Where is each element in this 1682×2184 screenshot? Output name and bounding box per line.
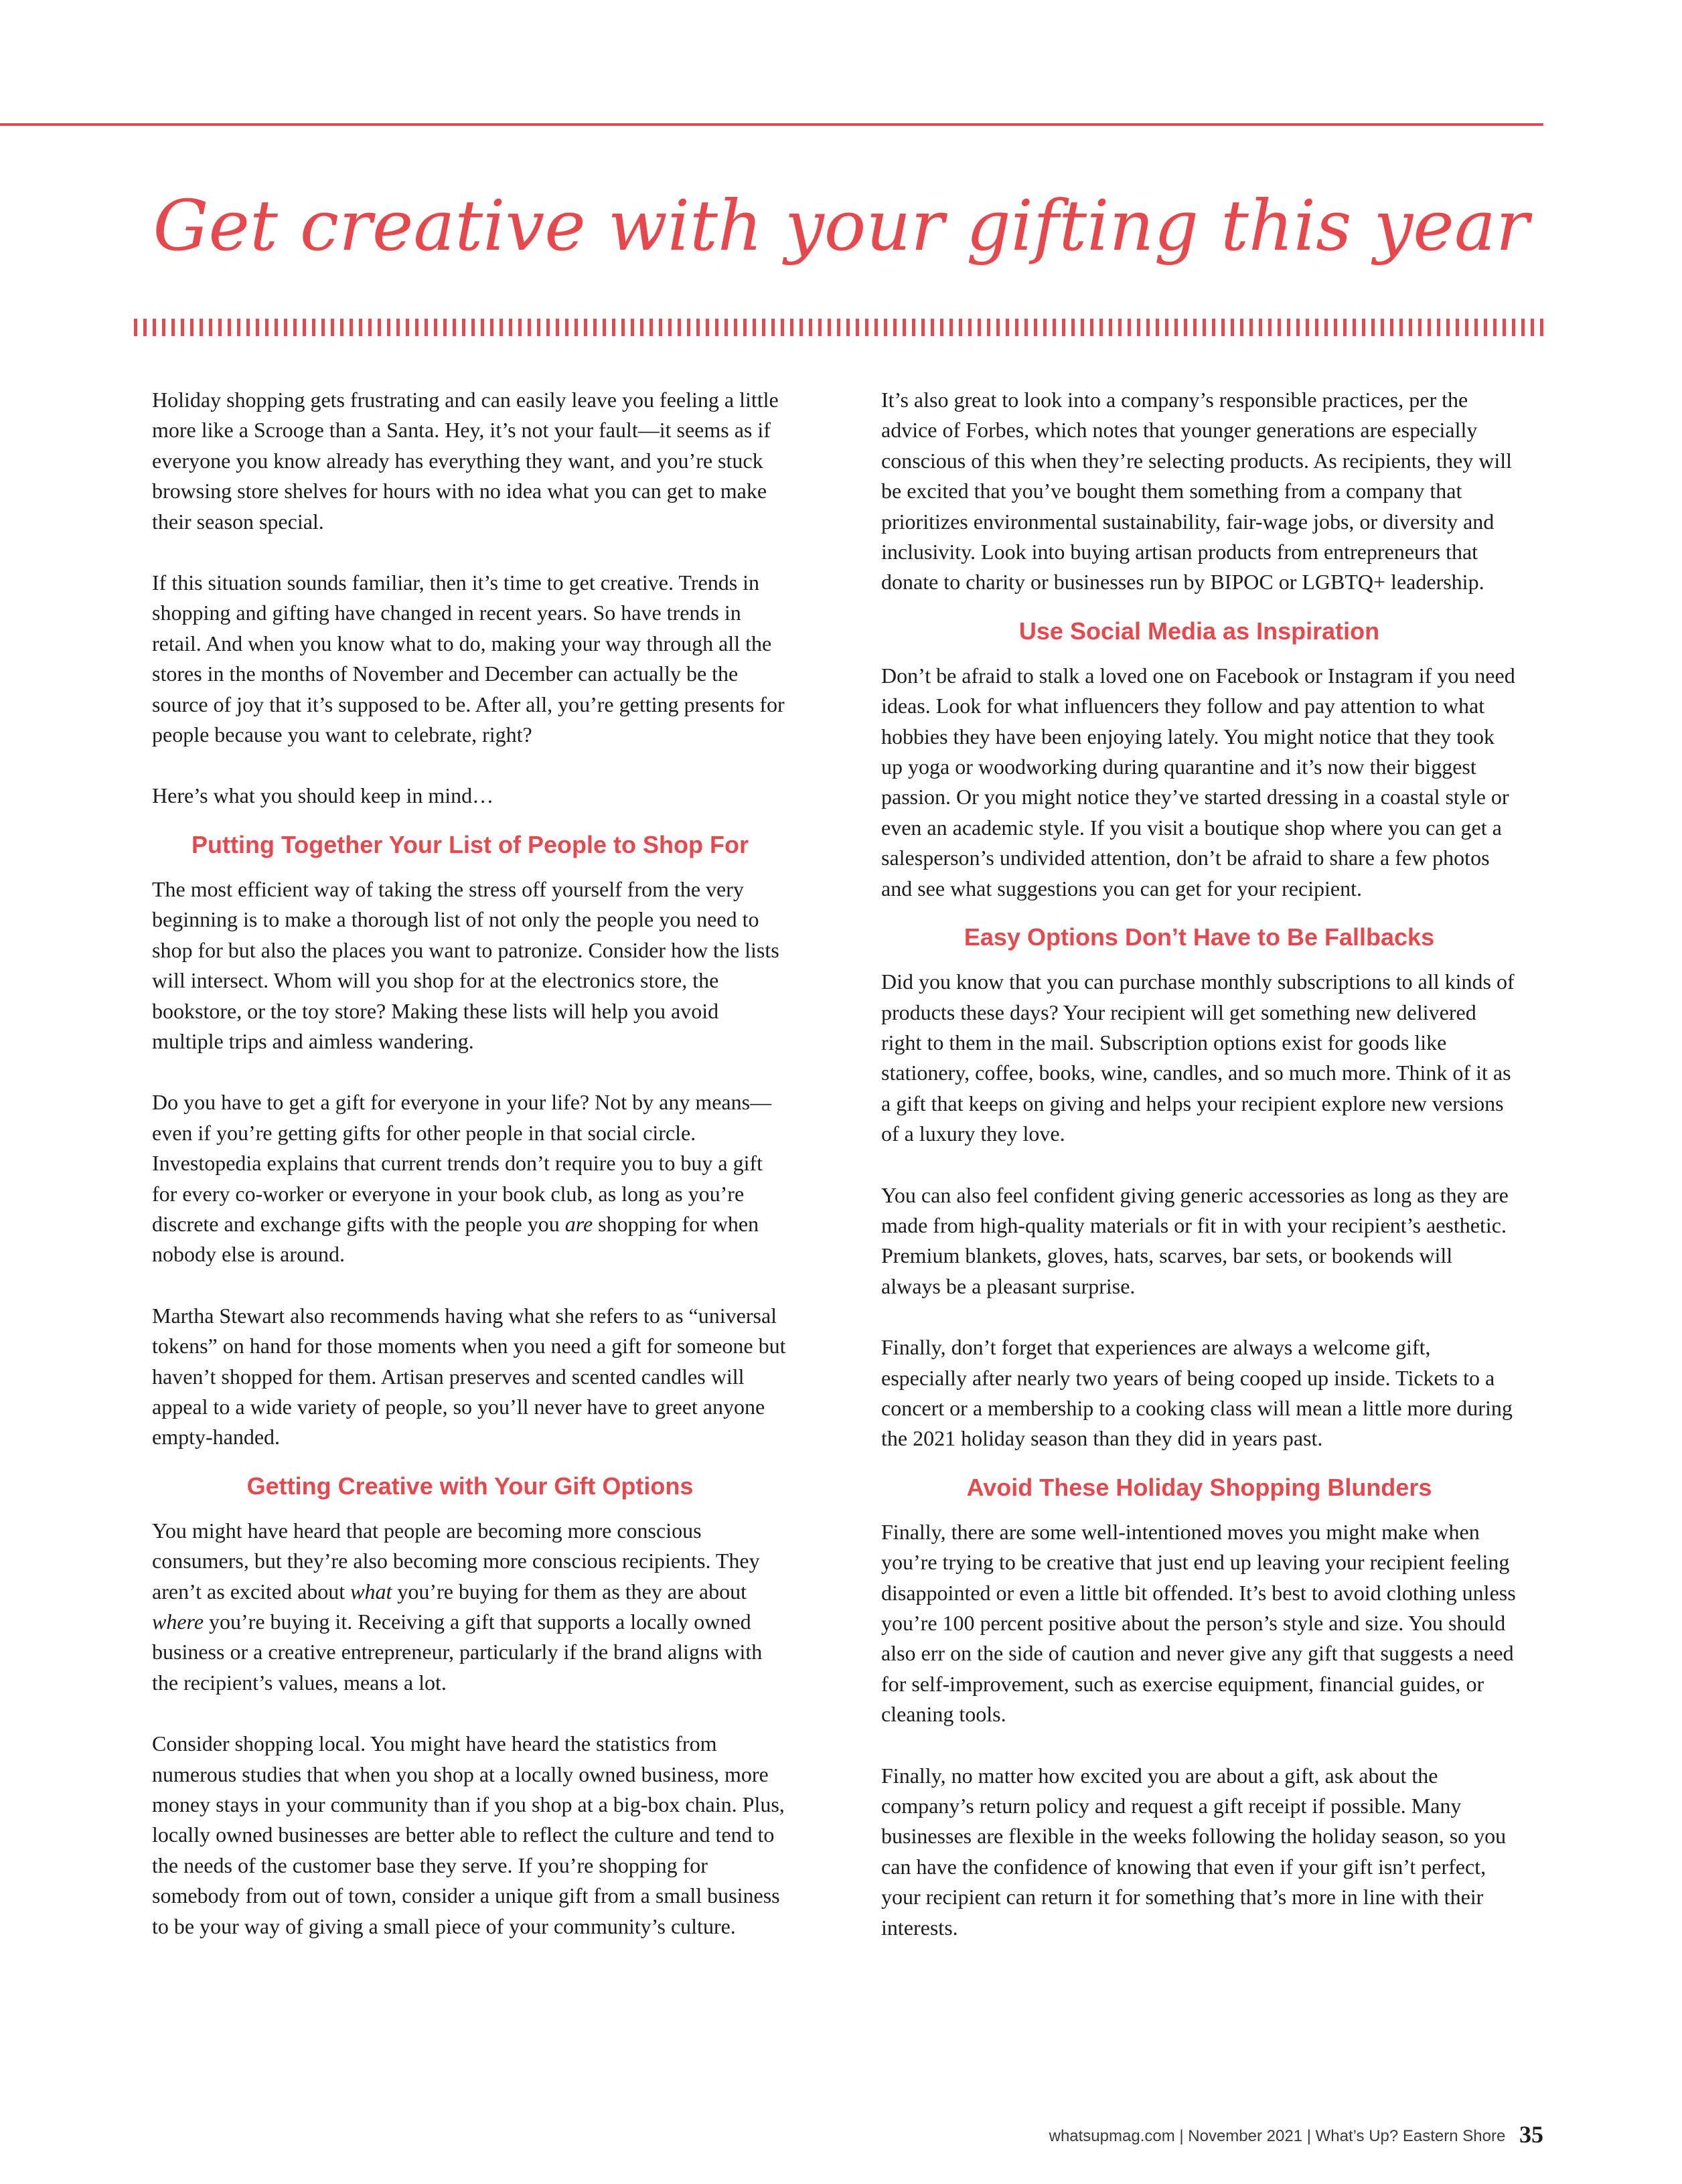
footer-site: whatsupmag.com — [1049, 2127, 1175, 2145]
paragraph: The most efficient way of taking the stress off yourself from the very beginning is to make a thorough list of not only the people you need to shop for but also the places you want to patronize. Consider how the lists will intersect. Whom will you shop for at the electronics store, the bookstore, or the toy store? Making these lists will help you avoid multiple trips and aimless wandering. — [152, 876, 779, 1053]
paragraph: Do you have to get a gift for everyone in your life? Not by any means—even if you’re getting gifts for other people in that social circle. Investopedia explains that current trends don’t require you to buy a gift for every co-worker or everyone in your book club, as long as you’re discrete and exchange gifts with the people you are shopping for when nobody else is around. — [152, 1090, 772, 1267]
footer-publication: What’s Up? Eastern Shore — [1315, 2127, 1506, 2145]
paragraph: Don’t be afraid to stalk a loved one on Facebook or Instagram if you need ideas. Look for what influencers they follow and pay attention to what hobbies they have been enjoying lately. You might notice that they took up yoga or woodworking during quarantine and it’s now their biggest passion. Or you might notice they’ve started dressing in a coastal style or even an academic style. If you visit a boutique shop where you can get a salesperson’s undivided attention, don’t be afraid to share a few photos and see what suggestions you can get for your recipient. — [881, 663, 1515, 901]
page-number: 35 — [1519, 2121, 1543, 2148]
article-title: Get creative with your gifting this year — [153, 185, 1529, 266]
right-column — [881, 385, 1517, 1974]
paragraph: You might have heard that people are becoming more conscious consumers, but they’re also becoming more conscious recipients. They aren’t as excited about what you’re buying for them as they are about where you’re buying it. Receiving a gift that supports a locally owned business or a creative entrepreneur, particularly if the brand aligns with the recipient’s values, means a lot. — [152, 1518, 763, 1695]
section-heading: Getting Creative with Your Gift Options — [246, 1472, 694, 1500]
paragraph: Martha Stewart also recommends having what she refers to as “universal tokens” on hand for those moments when you need a gift for someone but haven’t shopped for them. Artisan preserves and scented candles will appeal to a wide variety of people, so you’ll never have to greet anyone empty-handed. — [152, 1303, 786, 1450]
top-rule — [0, 123, 1543, 126]
paragraph: Finally, don’t forget that experiences are always a welcome gift, especially after nearly two years of being cooped up inside. Tickets to a concert or a membership to a cooking class will mean a little more during the 2021 holiday season than they did in years past. — [881, 1335, 1513, 1451]
section-heading: Easy Options Don’t Have to Be Fallbacks — [964, 923, 1435, 951]
left-column — [152, 385, 788, 1972]
section-heading: Putting Together Your List of People to Shop For — [192, 830, 749, 858]
paragraph: If this situation sounds familiar, then it’s time to get creative. Trends in shopping and gifting have changed in recent years. So have trends in retail. And when you know what to do, making your way through all the stores in the months of November and December can actually be the source of joy that it’s supposed to be. After all, you’re getting presents for people because you want to celebrate, right? — [152, 570, 785, 747]
paragraph: You can also feel confident giving generic accessories as long as they are made from high-quality materials or fit in with your recipient’s aesthetic. Premium blankets, gloves, hats, scarves, bar sets, or bookends will always be a pleasant surprise. — [881, 1182, 1509, 1298]
paragraph: Finally, no matter how excited you are about a gift, ask about the company’s return policy and request a gift receipt if possible. Many businesses are flexible in the weeks following the holiday season, so you can have the confidence of knowing that even if your gift isn’t perfect, your recipient can return it for something that’s more in line with their interests. — [881, 1763, 1507, 1940]
paragraph: It’s also great to look into a company’s responsible practices, per the advice of Forbes, which notes that younger generations are especially conscious of this when they’re selecting products. As recipients, they will be excited that you’ve bought them something from a company that prioritizes environmental sustainability, fair-wage jobs, or diversity and inclusivity. Look into buying artisan products from entrepreneurs that donate to charity or businesses run by BIPOC or LGBTQ+ leadership. — [881, 388, 1513, 595]
emphasis: are — [564, 1211, 593, 1236]
paragraph: Consider shopping local. You might have heard the statistics from numerous studies that when you shop at a locally owned business, more money stays in your community than if you shop at a big-box chain. Plus, locally owned businesses are better able to reflect the culture and tend to the needs of the customer base they serve. If you’re shopping for somebody from out of town, consider a unique gift from a small business to be your way of giving a small piece of your community’s culture. — [152, 1731, 785, 1938]
paragraph: Holiday shopping gets frustrating and can easily leave you feeling a little more like a Scrooge than a Santa. Hey, it’s not your fault—it seems as if everyone you know already has everything they want, and you’re stuck browsing store shelves for hours with no idea what you can get to make their season special. — [152, 388, 779, 534]
paragraph: Did you know that you can purchase monthly subscriptions to all kinds of products these days? Your recipient will get something new delivered right to them in the mail. Subscription options exist for goods like stationery, coffee, books, wine, candles, and so much more. Think of it as a gift that keeps on giving and helps your recipient explore new versions of a luxury they love. — [881, 969, 1515, 1146]
section-heading: Use Social Media as Inspiration — [1018, 617, 1380, 645]
section-heading: Avoid These Holiday Shopping Blunders — [966, 1473, 1432, 1501]
paragraph: Finally, there are some well-intentioned moves you might make when you’re trying to be creative that just end up leaving your recipient feeling disappointed or even a little bit offended. It’s best to avoid clothing unless you’re 100 percent positive about the person’s style and size. You should also err on the side of caution and never give any gift that suggests a need for self-improvement, such as exercise equipment, financial guides, or cleaning tools. — [881, 1519, 1516, 1727]
decorative-stripe-divider — [134, 319, 1543, 336]
footer-separator: | — [1306, 2127, 1311, 2145]
page-footer — [1049, 2121, 1543, 2150]
emphasis: what — [350, 1579, 392, 1604]
paragraph: Here’s what you should keep in mind… — [152, 783, 494, 808]
footer-separator: | — [1179, 2127, 1184, 2145]
footer-issue: November 2021 — [1188, 2127, 1303, 2145]
emphasis: where — [152, 1610, 204, 1634]
